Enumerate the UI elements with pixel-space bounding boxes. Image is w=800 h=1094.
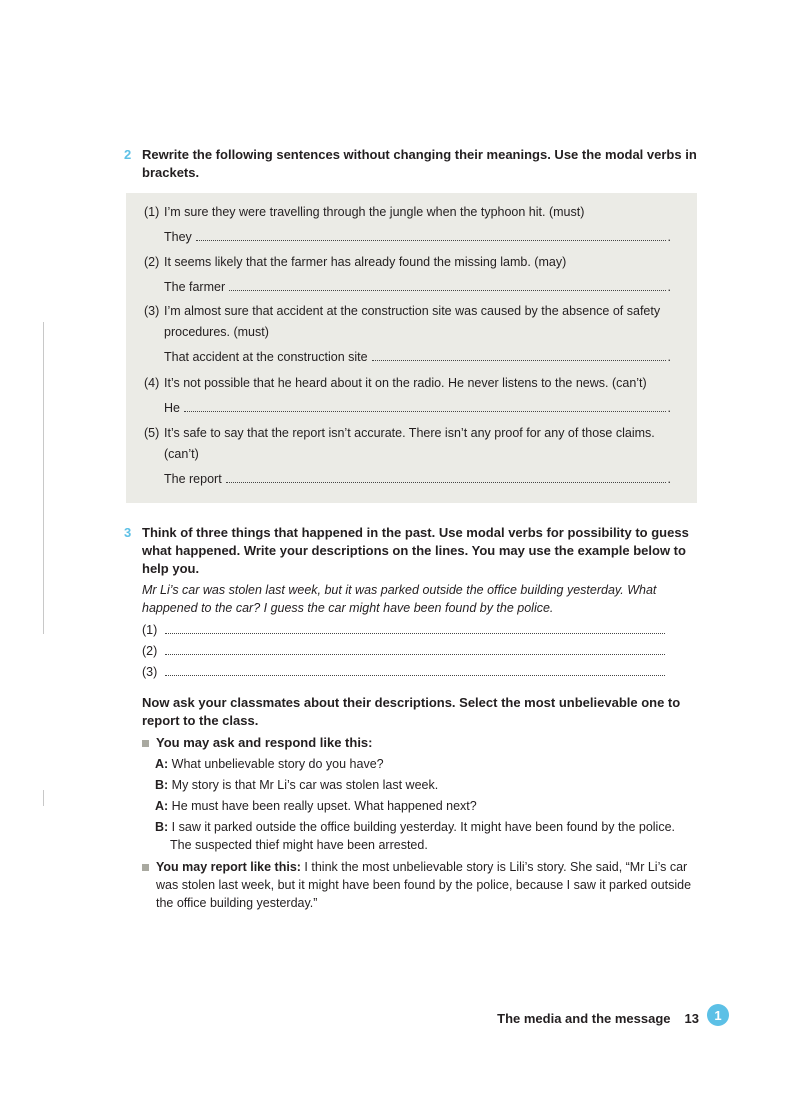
exercise-2-box <box>126 193 697 503</box>
dialog <box>155 755 699 854</box>
end-punct: . <box>667 472 671 486</box>
answer-prompt: He <box>164 401 180 415</box>
answer-prompt: The report <box>164 472 222 486</box>
bullet-report-text <box>156 858 699 912</box>
answer-prompt: That accident at the construction site <box>164 350 368 364</box>
answer-line <box>164 346 671 368</box>
speaker: A: <box>155 799 169 813</box>
question-number: (1) <box>144 205 160 219</box>
answer-line <box>164 276 671 298</box>
answer-line <box>164 226 671 248</box>
question-number: (4) <box>144 376 160 390</box>
answer-blank[interactable] <box>184 397 666 412</box>
question-number: (5) <box>144 426 160 440</box>
exercise-instruction: Think of three things that happened in the past. Use modal verbs for possibility to guess what happened. Write your descriptions on the lines. You may use the example below to help you. <box>142 525 689 576</box>
square-bullet-icon <box>142 740 149 747</box>
followup-instruction: Now ask your classmates about their descriptions. Select the most unbelievable one to report to the class. <box>142 695 681 728</box>
exercise-2 <box>124 146 699 182</box>
writing-line <box>142 621 699 642</box>
question-3 <box>144 301 671 368</box>
line-number: (3) <box>142 665 158 679</box>
question-sentence: I’m almost sure that accident at the construction site was caused by the absence of safety procedures. (must) <box>164 304 661 339</box>
end-punct: . <box>667 401 671 415</box>
writing-blank[interactable] <box>165 663 665 676</box>
question-sentence: It seems likely that the farmer has already found the missing lamb. (may) <box>164 255 567 269</box>
answer-blank[interactable] <box>372 346 666 361</box>
line-number: (2) <box>142 644 158 658</box>
unit-title: The media and the message <box>497 1010 671 1026</box>
question-4 <box>144 373 671 419</box>
dialog-text: I saw it parked outside the office building yesterday. It might have been found by the police. The suspected thief might have been arrested. <box>168 820 675 852</box>
dialog-text: What unbelievable story do you have? <box>168 757 384 771</box>
bullet-ask <box>142 734 699 752</box>
writing-line <box>142 642 699 663</box>
margin-rule-small <box>43 790 44 806</box>
page-footer <box>497 1007 729 1026</box>
answer-prompt: The farmer <box>164 280 226 294</box>
writing-blank[interactable] <box>165 642 665 655</box>
dialog-line <box>155 818 699 854</box>
exercise-2-heading <box>124 146 699 182</box>
bullet-label: You may ask and respond like this: <box>156 735 373 750</box>
margin-rule <box>43 322 44 634</box>
exercise-3 <box>124 524 699 912</box>
answer-blank[interactable] <box>229 276 665 291</box>
speaker: A: <box>155 757 169 771</box>
answer-line <box>164 397 671 419</box>
unit-badge: 1 <box>707 1004 729 1026</box>
writing-line <box>142 663 699 684</box>
square-bullet-icon <box>142 864 149 871</box>
question-sentence: It’s safe to say that the report isn’t accurate. There isn’t any proof for any of those claims. (can’t) <box>164 426 655 461</box>
answer-line <box>164 468 671 490</box>
question-number: (2) <box>144 255 160 269</box>
question-sentence: I’m sure they were travelling through the jungle when the typhoon hit. (must) <box>164 205 585 219</box>
answer-prompt: They <box>164 230 192 244</box>
question-number: (3) <box>144 304 160 318</box>
end-punct: . <box>667 280 671 294</box>
writing-blank[interactable] <box>165 621 665 634</box>
example-text: Mr Li’s car was stolen last week, but it was parked outside the office building yesterday. What happened to the car? I guess the car might have been found by the police. <box>142 583 657 615</box>
dialog-text: My story is that Mr Li’s car was stolen last week. <box>168 778 439 792</box>
answer-blank[interactable] <box>226 468 666 483</box>
question-5 <box>144 423 671 490</box>
question-2 <box>144 252 671 298</box>
page-number: 13 <box>684 1010 699 1026</box>
bullet-label: You may report like this: <box>156 860 301 874</box>
end-punct: . <box>667 350 671 364</box>
writing-lines <box>142 621 699 684</box>
dialog-text: He must have been really upset. What happened next? <box>168 799 477 813</box>
speaker: B: <box>155 778 169 792</box>
end-punct: . <box>667 230 671 244</box>
exercise-instruction: Rewrite the following sentences without changing their meanings. Use the modal verbs in brackets. <box>142 147 697 180</box>
report-example: I think the most unbelievable story is Lili’s story. She said, “Mr Li’s car was stolen last week, but it might have been found by the police, because I saw it parked outside the office building yesterday.” <box>156 860 692 910</box>
dialog-line <box>155 755 699 773</box>
exercise-number: 3 <box>124 525 132 540</box>
exercise-number: 2 <box>124 147 132 162</box>
bullet-report <box>142 858 699 912</box>
line-number: (1) <box>142 623 158 637</box>
question-sentence: It’s not possible that he heard about it on the radio. He never listens to the news. (can’t) <box>164 376 647 390</box>
dialog-line <box>155 776 699 794</box>
question-1 <box>144 202 671 248</box>
answer-blank[interactable] <box>196 226 666 241</box>
exercise-3-heading <box>124 524 699 578</box>
dialog-line <box>155 797 699 815</box>
speaker: B: <box>155 820 169 834</box>
